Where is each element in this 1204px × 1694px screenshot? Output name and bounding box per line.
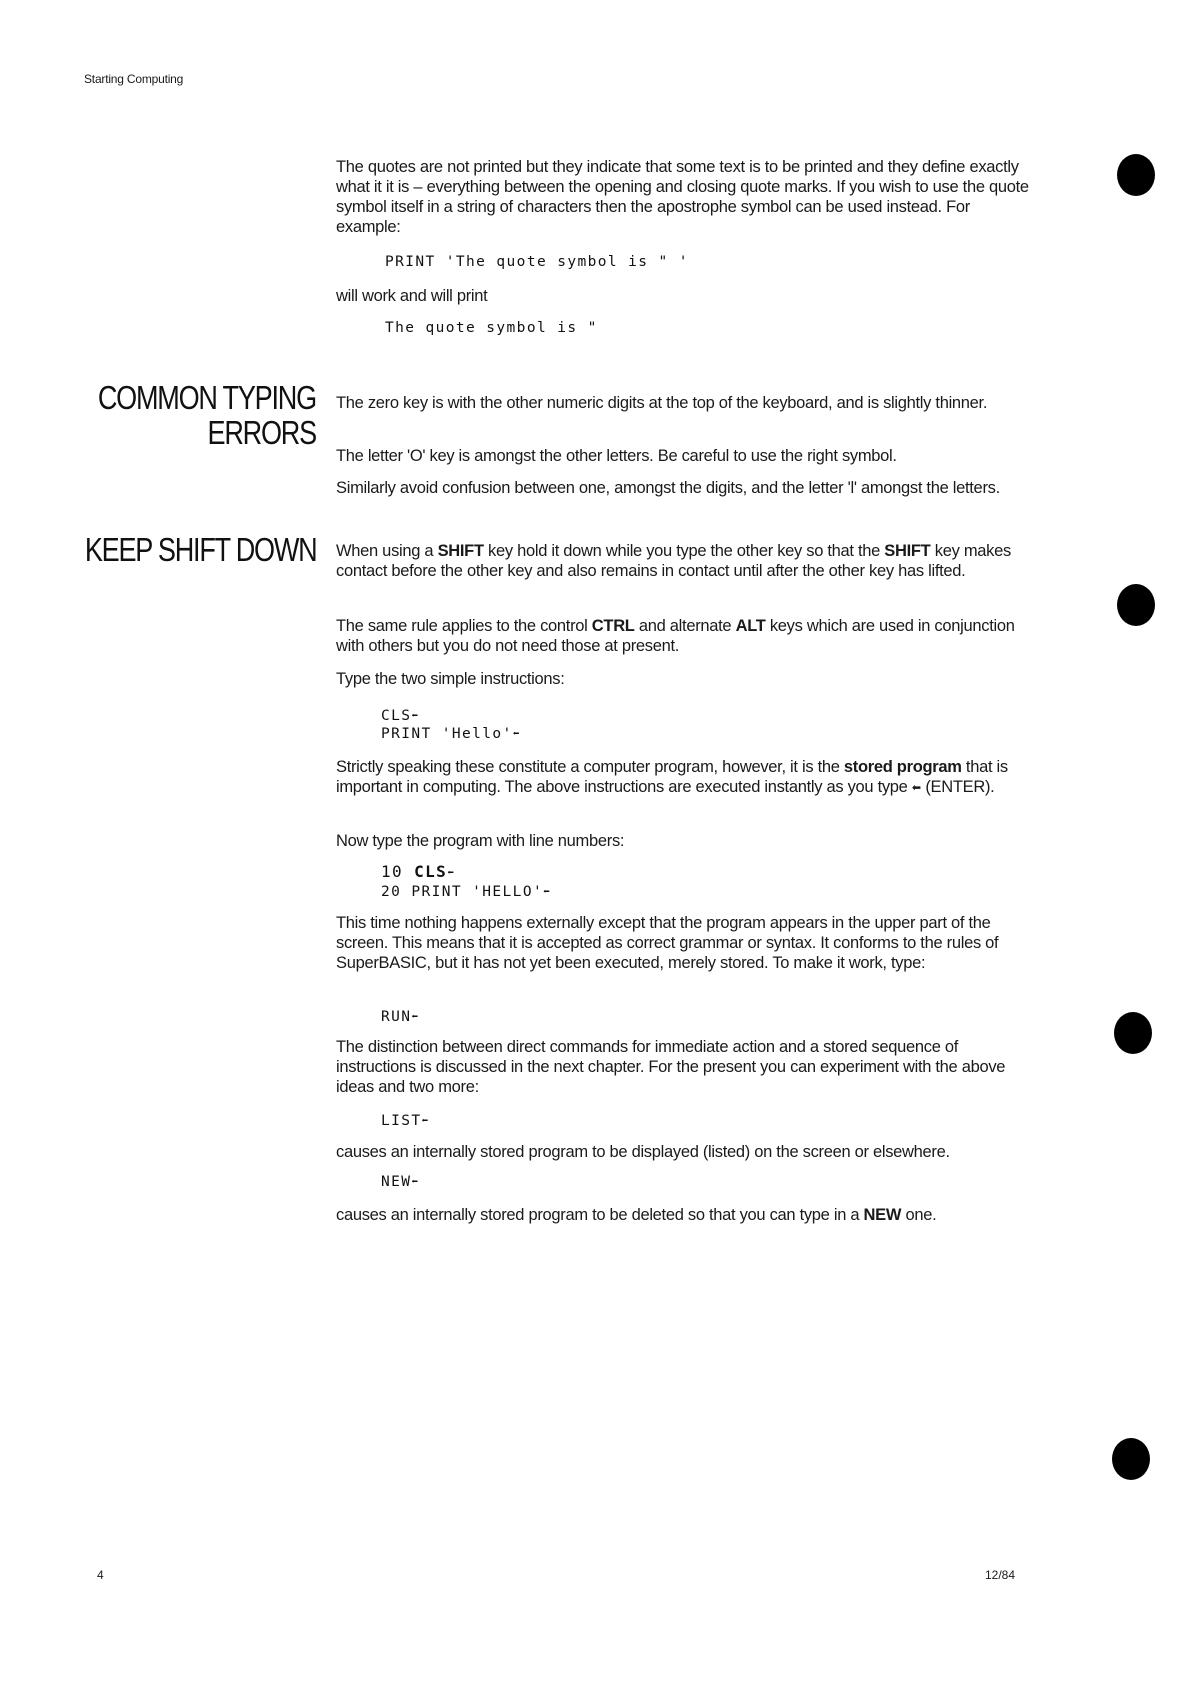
code-line-20: 20 PRINT 'HELLO'⬅ — [381, 884, 550, 900]
enter-key-icon: ⬅ — [911, 782, 922, 794]
shift-para-nothing-happens: This time nothing happens externally except that the program appears in the upper part of the screen. This means that it is accepted as correct grammar or syntax. It conforms to the rules of SuperBASIC, but it has not yet been executed, merely stored. To make it work, type: — [336, 914, 999, 972]
enter-key-icon: ⬅ — [411, 1175, 419, 1188]
shift-para-distinction: The distinction between direct commands for immediate action and a stored sequence of instructions is discussed in the next chapter. For the present you can experiment with the above ideas and two more: — [336, 1038, 1006, 1096]
enter-key-icon: ⬅ — [543, 885, 550, 898]
errors-para-letter-o: The letter 'O' key is amongst the other letters. Be careful to use the right symbol. — [336, 447, 897, 465]
enter-key-icon: ⬅ — [447, 866, 454, 879]
binder-hole — [1112, 1438, 1150, 1480]
errors-para-zero: The zero key is with the other numeric digits at the top of the keyboard, and is slightly thinner. — [336, 394, 988, 412]
enter-key-icon: ⬅ — [411, 709, 419, 722]
edition-date: 12/84 — [985, 1568, 1016, 1582]
shift-para-ctrl-alt: The same rule applies to the control CTRL and alternate ALT keys which are used in conjunction with others but you do not need those at present. — [336, 617, 1015, 655]
code-list: LIST⬅ — [381, 1113, 429, 1129]
binder-hole — [1114, 1012, 1152, 1054]
shift-para-list: causes an internally stored program to be displayed (listed) on the screen or elsewhere. — [336, 1143, 950, 1161]
enter-key-icon: ⬅ — [421, 1114, 429, 1127]
binder-hole — [1117, 584, 1155, 626]
code-cls: CLS⬅ — [381, 708, 419, 724]
shift-para-1: When using a SHIFT key hold it down while you type the other key so that the SHIFT key makes contact before the other key and also remains in contact until after the other key has lifted. — [336, 542, 1011, 580]
heading-keep-shift-down: KEEP SHIFT DOWN — [84, 531, 316, 568]
enter-key-icon: ⬅ — [411, 1010, 419, 1023]
running-head: Starting Computing — [84, 72, 184, 86]
code-line-10: 10 CLS⬅ — [381, 862, 454, 881]
heading-common-typing-errors: COMMON TYPING ERRORS — [97, 379, 316, 451]
shift-para-type-two: Type the two simple instructions: — [336, 670, 565, 688]
errors-para-one-l: Similarly avoid confusion between one, amongst the digits, and the letter 'l' amongst the letters. — [336, 479, 1000, 497]
code-new: NEW⬅ — [381, 1174, 419, 1190]
shift-para-stored-program: Strictly speaking these constitute a computer program, however, it is the stored program that is important in computing. The above instructions are executed instantly as you type ⬅ (ENTER). — [336, 758, 1008, 796]
code-run: RUN⬅ — [381, 1009, 419, 1025]
code-example-output: The quote symbol is " — [385, 320, 598, 336]
code-print-hello: PRINT 'Hello'⬅ — [381, 726, 520, 742]
shift-para-line-numbers: Now type the program with line numbers: — [336, 832, 625, 850]
shift-para-new: causes an internally stored program to be deleted so that you can type in a NEW one. — [336, 1206, 937, 1224]
intro-paragraph: The quotes are not printed but they indicate that some text is to be printed and they define exactly what it it is – everything between the opening and closing quote marks. If you wish to use the quote symbol itself in a string of characters then the apostrophe symbol can be used instead. For example: — [336, 158, 1029, 236]
enter-key-icon: ⬅ — [512, 727, 520, 740]
code-example-print-quote: PRINT 'The quote symbol is " ' — [385, 254, 689, 270]
will-work-text: will work and will print — [336, 287, 488, 305]
page-number: 4 — [97, 1568, 104, 1582]
binder-hole — [1117, 154, 1155, 196]
